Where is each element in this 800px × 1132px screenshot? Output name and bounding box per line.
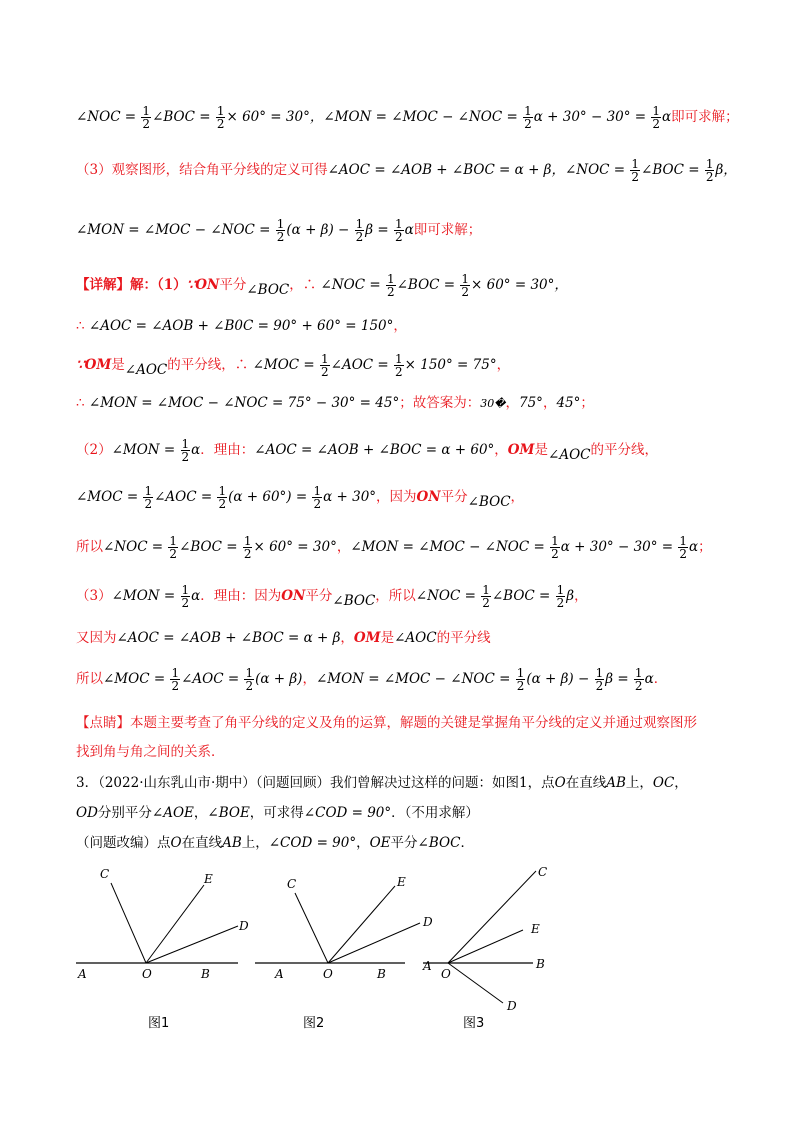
math-text: AB — [606, 775, 626, 791]
math-text: ∠MON = ∠MOC − ∠NOC = — [76, 222, 275, 238]
figure-1-diagram — [76, 858, 251, 1033]
math-text: ∠MON = — [111, 442, 180, 458]
fraction: $\frac{1}{2}$ — [276, 217, 285, 244]
text: 又因为 — [76, 630, 117, 646]
math-text: α — [662, 109, 672, 125]
math-text: β， — [715, 162, 737, 178]
math-text: α + 30° − 30° = — [560, 539, 678, 555]
point-d-label: D — [507, 999, 517, 1013]
point-o-label: O — [441, 967, 451, 981]
fraction: $\frac{1}{2}$ — [516, 666, 525, 693]
math-text: ，∠MON = ∠MOC − ∠NOC = — [309, 109, 523, 125]
solution-line-3 — [76, 218, 740, 243]
text: ， — [494, 442, 508, 458]
text: ， — [393, 318, 407, 334]
math-text: AB — [222, 835, 242, 851]
math-text: ∵ON — [186, 277, 220, 293]
math-text: ∠BOC — [332, 593, 376, 609]
fraction: $\frac{1}{2}$ — [386, 272, 395, 299]
math-text: ，∠NOC = — [551, 162, 630, 178]
math-text: α + 30° − 30° = — [533, 109, 651, 125]
math-text: ∠COD = 90° — [268, 835, 357, 851]
ray-oc — [111, 883, 146, 963]
math-text: 30� — [480, 397, 506, 410]
text: （2） — [76, 442, 112, 458]
text: ．（不用求解） — [391, 805, 479, 821]
text: ， — [574, 588, 588, 604]
math-text: 75° — [519, 395, 543, 411]
text: ； — [698, 539, 712, 555]
math-text: ∠MON = ∠MOC − ∠NOC = 75° − 30° = 45° — [88, 395, 400, 411]
text: 上， — [625, 775, 653, 791]
ray-oc — [295, 893, 328, 963]
math-text: ON — [416, 489, 441, 505]
figure-2-caption: 图2 — [303, 1016, 325, 1031]
fraction: $\frac{1}{2}$ — [705, 157, 714, 184]
math-text: ∠BOC = — [179, 539, 242, 555]
text: ， — [302, 671, 316, 687]
text: ．理由：因为 — [200, 588, 282, 604]
text: ， — [496, 357, 511, 373]
math-text: α — [191, 442, 201, 458]
detail-line-1 — [76, 273, 740, 298]
text: ， — [674, 775, 688, 791]
text: ， — [356, 835, 370, 851]
text: （问题改编）点 — [76, 835, 171, 851]
text: ∴ — [76, 318, 89, 334]
text: ， — [505, 395, 519, 411]
fraction: $\frac{1}{2}$ — [245, 666, 254, 693]
detail-line-5 — [76, 438, 740, 463]
text: （3） — [76, 588, 112, 604]
detail-line-8 — [76, 584, 740, 609]
text: ， — [510, 489, 525, 505]
fraction: $\frac{1}{2}$ — [679, 534, 688, 561]
point-o-label: O — [323, 967, 333, 981]
figure-2-diagram — [255, 858, 433, 1033]
text: ． — [460, 835, 474, 851]
fraction: $\frac{1}{2}$ — [652, 104, 661, 131]
detail-line-3 — [76, 353, 740, 378]
math-text: × 60° = 30° — [226, 109, 310, 125]
analysis-text: 即可求解； — [671, 109, 739, 125]
fraction: $\frac{1}{2}$ — [634, 666, 643, 693]
text: 平分 — [219, 277, 247, 293]
text: 平分 — [305, 588, 333, 604]
math-text: (α + β) − — [526, 671, 594, 687]
fraction: $\frac{1}{2}$ — [181, 437, 190, 464]
problem-3-line-2 — [76, 803, 740, 823]
fraction: $\frac{1}{2}$ — [524, 104, 532, 131]
fraction: $\frac{1}{2}$ — [461, 272, 470, 299]
text: ，可求得 — [249, 805, 304, 821]
fraction: $\frac{1}{2}$ — [243, 534, 252, 561]
math-text: × 60° = 30°， — [471, 277, 568, 293]
math-text: ∠MOC = — [103, 671, 170, 687]
text: ， — [336, 539, 351, 555]
problem-3-line-3 — [76, 833, 740, 853]
math-text: ∠BOC — [417, 835, 461, 851]
point-d-label: D — [423, 915, 433, 929]
math-text: ∠BOC = — [152, 109, 215, 125]
math-text: ∠MON = — [111, 588, 180, 604]
ray-oe — [328, 886, 395, 963]
math-text: α — [689, 539, 699, 555]
math-text: ∠MON = ∠MOC − ∠NOC = — [315, 671, 515, 687]
math-text: α — [644, 671, 654, 687]
ray-oc — [448, 871, 536, 963]
text: ，∴ — [289, 277, 321, 293]
math-text: ∠BOC = — [491, 588, 555, 604]
math-text: ∠BOC — [246, 282, 290, 298]
detail-line-7 — [76, 535, 740, 560]
analysis-text: （3）观察图形，结合角平分线的定义可得 — [76, 162, 328, 178]
math-text: β — [566, 588, 575, 604]
text: 的平分线， — [590, 442, 658, 458]
text: 的平分线 — [436, 630, 491, 646]
figure-3-caption: 图3 — [463, 1016, 485, 1031]
point-c-label: C — [287, 877, 297, 891]
point-b-label: B — [377, 967, 386, 981]
math-text: ∠MOC = — [252, 357, 319, 373]
text: 是 — [111, 357, 125, 373]
math-text: ∠AOC — [548, 447, 591, 463]
key-point-line-1: 【点睛】本题主要考查了角平分线的定义及角的运算，解题的关键是掌握角平分线的定义并通过观察图形 — [76, 715, 697, 731]
math-text: OC — [652, 775, 675, 791]
figure-2 — [255, 858, 433, 1033]
fraction: $\frac{1}{2}$ — [631, 157, 640, 184]
point-e-label: E — [204, 872, 213, 886]
math-text: ∠BOC — [467, 494, 511, 510]
point-a-label: A — [275, 967, 284, 981]
math-text: ∠MON = ∠MOC − ∠NOC = — [350, 539, 550, 555]
math-text: (α + β) — [255, 671, 303, 687]
text: 上， — [241, 835, 269, 851]
text: 的平分线，∴ — [167, 357, 253, 373]
text: 在直线 — [565, 775, 607, 791]
analysis-text: 即可求解； — [413, 222, 482, 238]
math-text: × 60° = 30° — [253, 539, 337, 555]
detail-line-9 — [76, 628, 740, 648]
fraction: $\frac{1}{2}$ — [142, 104, 151, 131]
fraction: $\frac{1}{2}$ — [313, 484, 322, 511]
ray-od — [328, 923, 420, 963]
math-text: ∠AOC — [124, 362, 168, 378]
text: 3．（2022·山东乳山市·期中）（问题回顾）我们曾解决过这样的问题：如图1，点 — [76, 775, 555, 791]
detail-line-2 — [76, 316, 740, 336]
text: 是 — [534, 442, 549, 458]
fraction: $\frac{1}{2}$ — [551, 534, 559, 561]
math-text: β = — [605, 671, 633, 687]
ray-od — [448, 963, 503, 1003]
math-text: OD — [76, 805, 98, 821]
point-b-label: B — [201, 967, 210, 981]
point-e-label: E — [531, 922, 540, 936]
math-text: × 150° = 75° — [404, 357, 497, 373]
text: 平分 — [390, 835, 418, 851]
fraction: $\frac{1}{2}$ — [171, 666, 180, 693]
math-text: ∠NOC = — [415, 588, 481, 604]
math-text: ∠AOC = ∠AOB + ∠BOC = α + β — [116, 630, 341, 646]
point-o-label: O — [142, 967, 152, 981]
math-text: ∠AOC = ∠AOB + ∠BOC = α + β — [327, 162, 552, 178]
text: ， — [542, 395, 557, 411]
point-b-label: B — [536, 957, 545, 971]
figure-1 — [76, 858, 251, 1033]
point-d-label: D — [239, 919, 249, 933]
text: ，所以 — [375, 588, 416, 604]
math-text: 45° — [556, 395, 581, 411]
detail-line-6 — [76, 485, 740, 510]
text: ． — [653, 671, 668, 687]
text: ，因为 — [376, 489, 417, 505]
key-point-line-2: 找到角与角之间的关系． — [76, 744, 225, 760]
detail-line-10 — [76, 667, 740, 692]
text: 分别平分 — [97, 805, 152, 821]
text: ．理由： — [200, 442, 255, 458]
fraction: $\frac{1}{2}$ — [321, 352, 329, 379]
text: 在直线 — [181, 835, 223, 851]
math-text: (α + β) − — [286, 222, 354, 238]
fraction: $\frac{1}{2}$ — [556, 583, 565, 610]
text: 平分 — [440, 489, 468, 505]
point-e-label: E — [397, 875, 406, 889]
math-text: ∠NOC = — [76, 109, 141, 125]
text: ， — [340, 630, 354, 646]
math-text: ∠MOC = — [76, 489, 143, 505]
math-text: ∠AOC = — [181, 671, 244, 687]
math-text: ∠AOC = — [330, 357, 393, 373]
math-text: α + 30° — [323, 489, 377, 505]
math-text: ∠BOE — [207, 805, 250, 821]
figure-3-diagram — [423, 858, 598, 1033]
text: 所以 — [76, 539, 103, 555]
math-text: (α + 60°) = — [228, 489, 312, 505]
math-text: ∠AOC = ∠AOB + ∠B0C = 90° + 60° = 150° — [88, 318, 394, 334]
point-c-label: C — [100, 867, 110, 881]
text: 是 — [380, 630, 395, 646]
math-text: α — [191, 588, 201, 604]
math-text: ∠BOC = — [641, 162, 704, 178]
fraction: $\frac{1}{2}$ — [394, 217, 403, 244]
math-text: OE — [369, 835, 391, 851]
math-text: ∠BOC = — [396, 277, 460, 293]
math-text: ON — [281, 588, 306, 604]
fraction: $\frac{1}{2}$ — [395, 352, 403, 379]
figure-3 — [423, 858, 598, 1033]
ray-oe — [448, 930, 523, 963]
math-text: ∠NOC = — [320, 277, 385, 293]
detail-line-4 — [76, 393, 740, 414]
math-text: ∠AOC = — [154, 489, 217, 505]
detail-heading: 【详解】解：（1） — [76, 277, 187, 293]
text: 所以 — [76, 671, 103, 687]
problem-3-line-1 — [76, 773, 740, 793]
math-text: ∠NOC = — [103, 539, 168, 555]
math-text: β = — [365, 222, 393, 238]
text: ； — [580, 395, 594, 411]
text: ；故答案为： — [399, 395, 481, 411]
fraction: $\frac{1}{2}$ — [181, 583, 190, 610]
math-text: ∠COD = 90° — [303, 805, 392, 821]
math-text: O — [554, 775, 566, 791]
point-a-label: A — [423, 959, 432, 973]
point-c-label: C — [538, 865, 548, 879]
solution-line-2 — [76, 158, 740, 183]
math-text: OM — [507, 442, 535, 458]
point-a-label: A — [78, 967, 87, 981]
text: ， — [193, 805, 208, 821]
fraction: $\frac{1}{2}$ — [144, 484, 153, 511]
fraction: $\frac{1}{2}$ — [169, 534, 178, 561]
math-text: ∠AOE — [151, 805, 194, 821]
fraction: $\frac{1}{2}$ — [482, 583, 490, 610]
fraction: $\frac{1}{2}$ — [218, 484, 227, 511]
text: ∴ — [76, 395, 89, 411]
math-text: ∠AOC = ∠AOB + ∠BOC = α + 60° — [254, 442, 495, 458]
math-text: OM — [353, 630, 381, 646]
solution-line-1 — [76, 105, 740, 130]
figure-1-caption: 图1 — [148, 1016, 170, 1031]
fraction: $\frac{1}{2}$ — [216, 104, 225, 131]
math-text: O — [170, 835, 182, 851]
math-text: ∵OM — [76, 357, 112, 373]
math-text: ∠AOC — [394, 630, 437, 646]
fraction: $\frac{1}{2}$ — [355, 217, 364, 244]
fraction: $\frac{1}{2}$ — [595, 666, 604, 693]
math-text: α — [404, 222, 414, 238]
